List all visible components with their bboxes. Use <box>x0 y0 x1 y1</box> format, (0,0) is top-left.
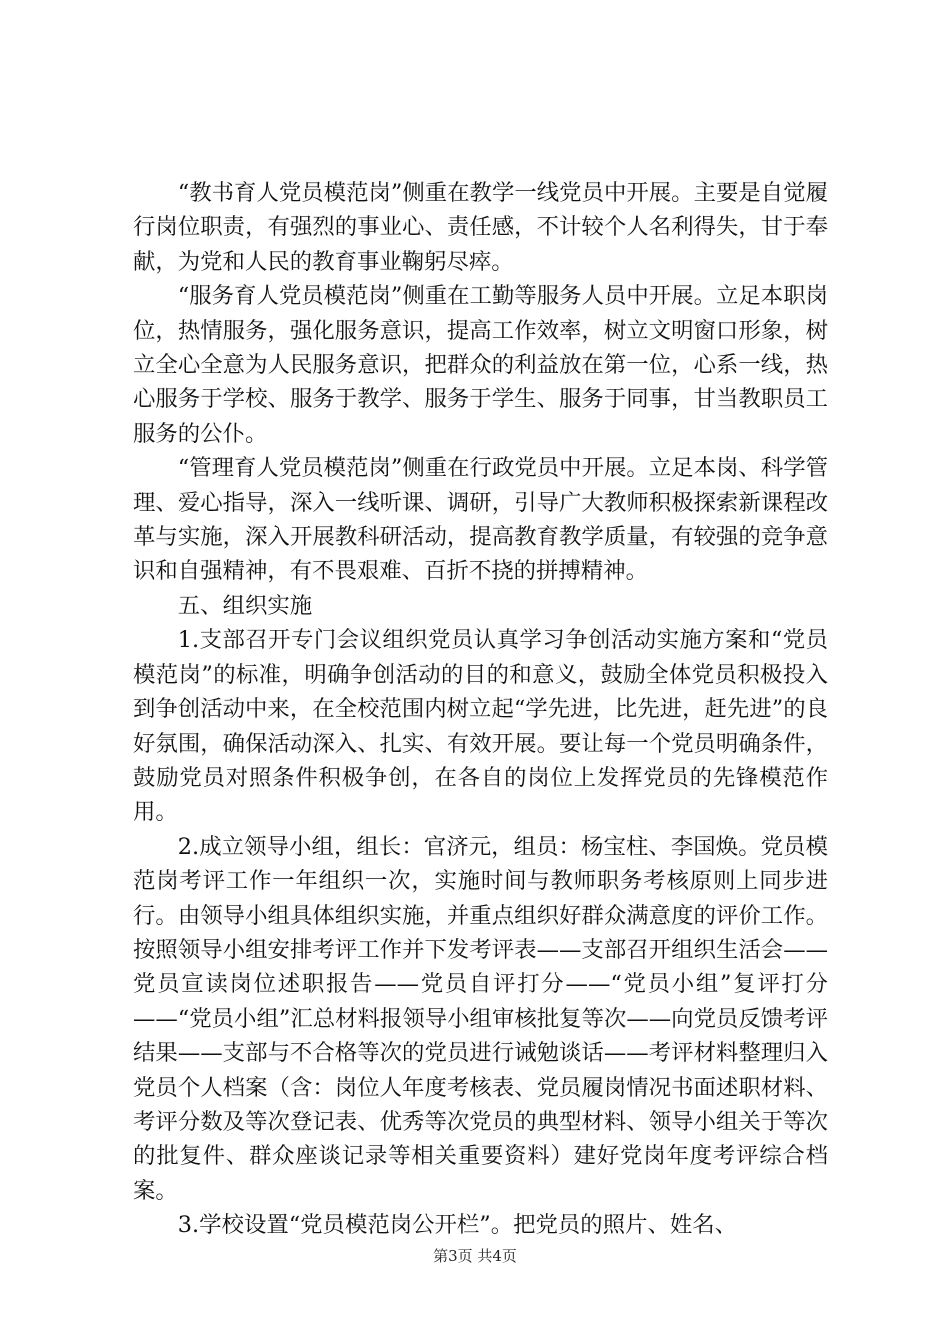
paragraph-item-3: 3.学校设置“党员模范岗公开栏”。把党员的照片、姓名、 <box>177 1212 738 1239</box>
page-footer: 第3页 共4页 <box>433 1247 517 1265</box>
paragraph-management-post: “管理育人党员模范岗”侧重在行政党员中开展。立足本岗、科学管理、爱心指导，深入一线听课、调研，引导广大教师积极探索新课程改革与实施，深入开展教科研活动，提高教育教学质量，有较强的竞争意识和自强精神，有不畏艰难、百折不挠的拼搏精神。 <box>133 455 828 585</box>
paragraph-service-post: “服务育人党员模范岗”侧重在工勤等服务人员中开展。立足本职岗位，热情服务，强化服务意识，提高工作效率，树立文明窗口形象，树立全心全意为人民服务意识，把群众的利益放在第一位，心系一线，热心服务于学校、服务于教学、服务于学生、服务于同事，甘当教职员工服务的公仆。 <box>133 283 828 447</box>
paragraph-teaching-post: “教书育人党员模范岗”侧重在教学一线党员中开展。主要是自觉履行岗位职责，有强烈的事业心、责任感，不计较个人名利得失，甘于奉献，为党和人民的教育事业鞠躬尽瘁。 <box>133 180 828 275</box>
section-heading-implementation: 五、组织实施 <box>177 592 313 619</box>
document-body <box>133 176 828 1243</box>
paragraph-item-1: 1.支部召开专门会议组织党员认真学习争创活动实施方案和“党员模范岗”的标准，明确争创活动的目的和意义，鼓励全体党员积极投入到争创活动中来，在全校范围内树立起“学先进，比先进，赶先进”的良好氛围，确保活动深入、扎实、有效开展。要让每一个党员明确条件，鼓励党员对照条件积极争创，在各自的岗位上发挥党员的先锋模范作用。 <box>133 627 828 826</box>
paragraph-item-2: 2.成立领导小组，组长：官济元，组员：杨宝柱、李国焕。党员模范岗考评工作一年组织一次，实施时间与教师职务考核原则上同步进行。由领导小组具体组织实施，并重点组织好群众满意度的评价工作。按照领导小组安排考评工作并下发考评表——支部召开组织生活会——党员宣读岗位述职报告——党员自评打分——“党员小组”复评打分——“党员小组”汇总材料报领导小组审核批复等次——向党员反馈考评结果——支部与不合格等次的党员进行诫勉谈话——考评材料整理归入党员个人档案（含：岗位人年度考核表、党员履岗情况书面述职材料、考评分数及等次登记表、优秀等次党员的典型材料、领导小组关于等次的批复件、群众座谈记录等相关重要资料）建好党岗年度考评综合档案。 <box>133 833 828 1204</box>
